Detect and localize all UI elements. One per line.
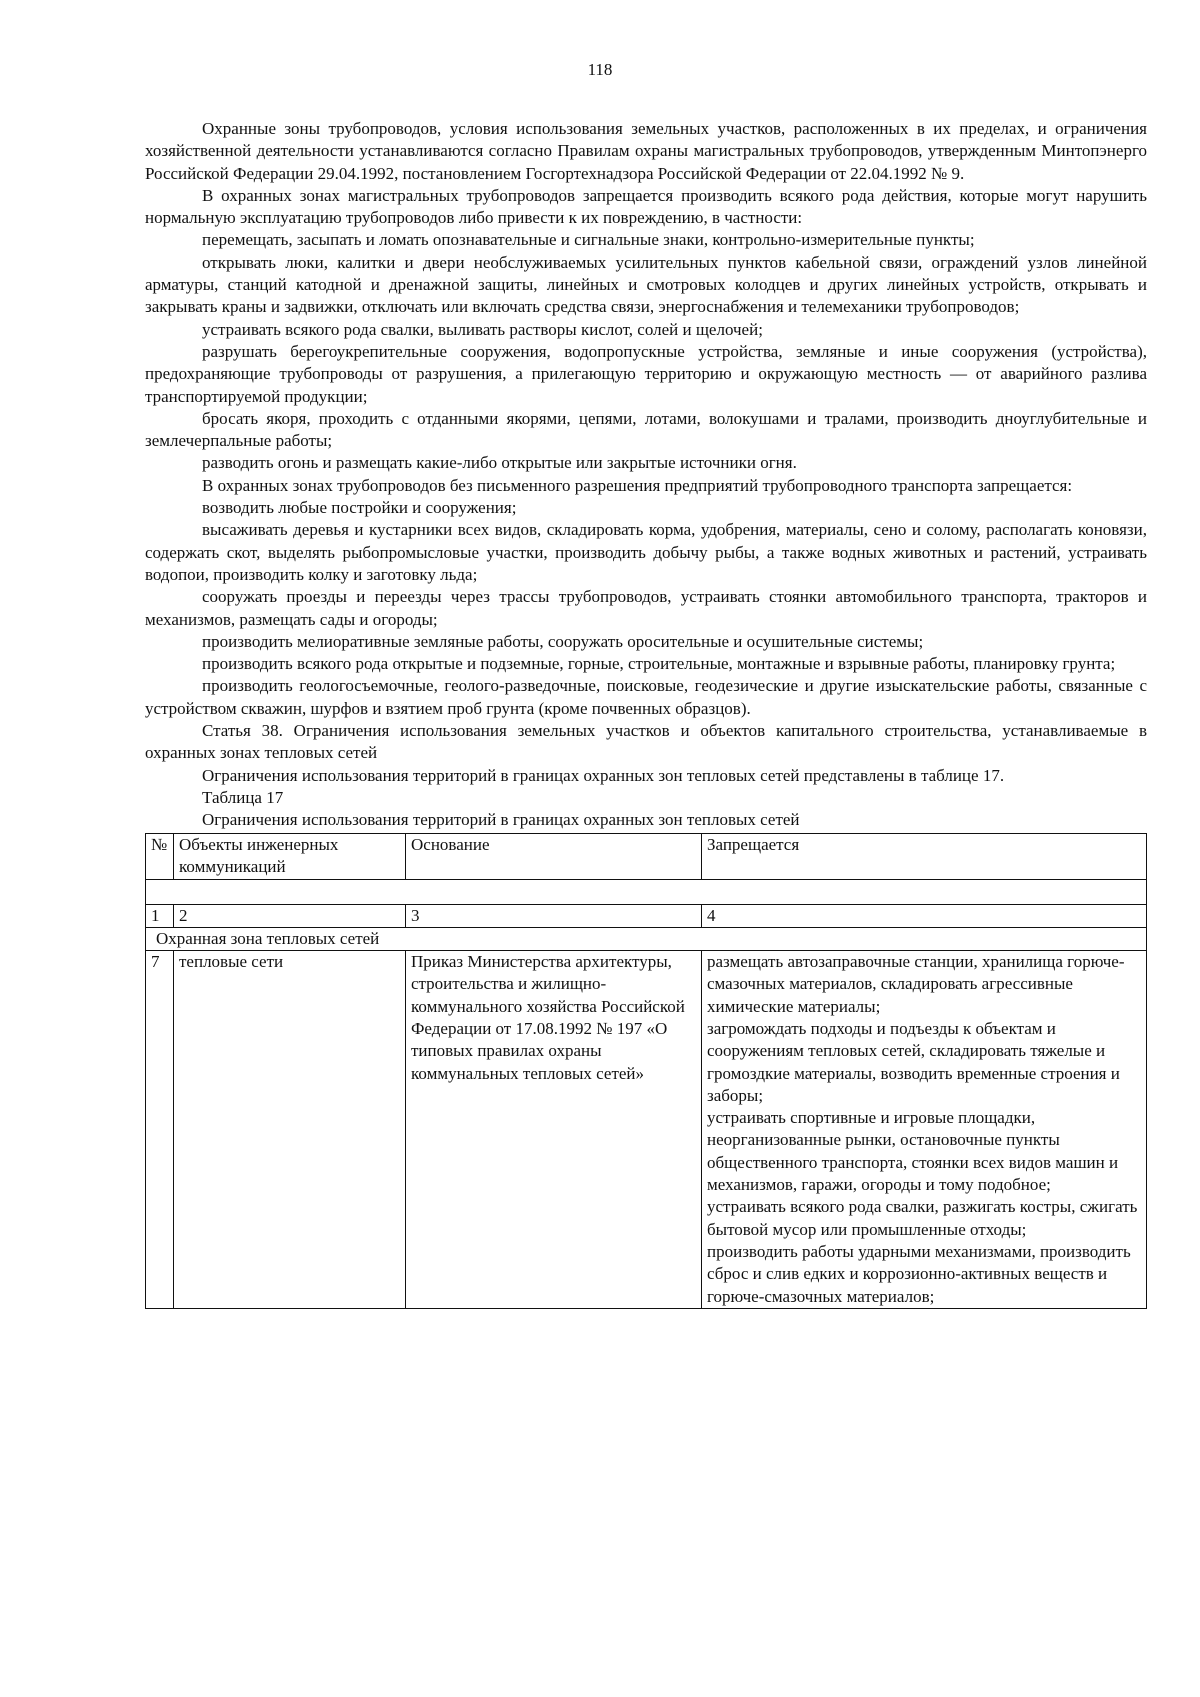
- paragraph: открывать люки, калитки и двери необслуживаемых усилительных пунктов кабельной связи, ограждений узлов линейной арматуры, станций катодной и дренажной защиты, линейных и смотровых колодцев и других линейных устройств, открывать и закрывать краны и задвижки, отключать или включать средства связи, энергоснабжения и телемеханики трубопроводов;: [145, 252, 1147, 317]
- table-row: [146, 951, 1147, 1309]
- paragraph: производить геологосъемочные, геолого-разведочные, поисковые, геодезические и другие изыскательские работы, связанные с устройством скважин, шурфов и взятием проб грунта (кроме почвенных образцов).: [145, 676, 1147, 718]
- paragraph: возводить любые постройки и сооружения;: [202, 498, 517, 518]
- paragraph: В охранных зонах магистральных трубопроводов запрещается производить всякого рода действия, которые могут нарушить нормальную эксплуатацию трубопроводов либо привести к их повреждению, в частности:: [145, 185, 1147, 228]
- article-heading: Статья 38. Ограничения использования земельных участков и объектов капитального строительства, устанавливаемые в охранных зонах тепловых сетей: [145, 721, 1147, 763]
- column-number: 1: [146, 904, 174, 927]
- page-number: 118: [587, 60, 613, 79]
- paragraph: устраивать всякого рода свалки, выливать растворы кислот, солей и щелочей;: [202, 319, 763, 339]
- section-row: [146, 927, 1147, 950]
- prohibited-item: загромождать подходы и подъезды к объектам и сооружениям тепловых сетей, складировать тяжелые и громоздкие материалы, возводить временные строения и заборы;: [707, 1018, 1120, 1105]
- prohibited-item: размещать автозаправочные станции, хранилища горюче-смазочных материалов, складировать агрессивные химические материалы;: [707, 952, 1125, 1016]
- section-title: Охранная зона тепловых сетей: [146, 927, 1147, 950]
- table-gap: [145, 880, 1147, 904]
- paragraph: высаживать деревья и кустарники всех видов, складировать корма, удобрения, материалы, сено и солому, располагать коновязи, содержать скот, выделять рыбопромысловые участки, производить добычу рыбы, а также водных животных и растений, устраивать водопои, производить колку и заготовку льда;: [145, 520, 1147, 584]
- header-number: №: [146, 833, 174, 879]
- column-number: 4: [702, 904, 1147, 927]
- table-title: Ограничения использования территорий в границах охранных зон тепловых сетей: [202, 810, 800, 830]
- paragraph: Охранные зоны трубопроводов, условия использования земельных участков, расположенных в их пределах, и ограничения хозяйственной деятельности устанавливаются согласно Правилам охраны магистральных трубопроводов, утвержденным Минтопэнерго Российской Федерации 29.04.1992, постановлением Госгортехнадзора Российской Федерации от 22.04.1992 № 9.: [145, 119, 1147, 183]
- header-prohibited: Запрещается: [702, 833, 1147, 879]
- column-number-row: [146, 904, 1147, 927]
- document-body: [145, 118, 1147, 1309]
- prohibited-item: производить работы ударными механизмами, производить сброс и слив едких и коррозионно-активных веществ и горюче-смазочных материалов;: [707, 1241, 1131, 1306]
- paragraph: производить всякого рода открытые и подземные, горные, строительные, монтажные и взрывные работы, планировку грунта;: [202, 654, 1116, 674]
- header-basis: Основание: [406, 833, 702, 879]
- paragraph: Ограничения использования территорий в границах охранных зон тепловых сетей представлены в таблице 17.: [202, 765, 1005, 785]
- paragraph: перемещать, засыпать и ломать опознавательные и сигнальные знаки, контрольно-измерительные пункты;: [202, 230, 975, 250]
- row-prohibited: [702, 951, 1147, 1309]
- prohibited-item: устраивать спортивные и игровые площадки, неорганизованные рынки, остановочные пункты общественного транспорта, стоянки всех видов машин и механизмов, гаражи, огороды и тому подобное;: [707, 1108, 1119, 1195]
- row-object: тепловые сети: [174, 951, 406, 1309]
- column-number: 3: [406, 904, 702, 927]
- paragraph: производить мелиоративные земляные работы, сооружать оросительные и осушительные системы;: [202, 631, 924, 651]
- paragraph: разрушать берегоукрепительные сооружения, водопропускные устройства, земляные и иные сооружения (устройства), предохраняющие трубопроводы от разрушения, а прилегающую территорию и окружающую местность — от аварийного разлива транспортируемой продукции;: [145, 341, 1147, 406]
- table-header: [145, 833, 1147, 880]
- paragraph: разводить огонь и размещать какие-либо открытые или закрытые источники огня.: [202, 453, 797, 473]
- row-number: 7: [146, 951, 174, 1309]
- column-number: 2: [174, 904, 406, 927]
- header-objects: Объекты инженерных коммуникаций: [174, 833, 406, 879]
- table-body: [145, 904, 1147, 1309]
- paragraph: сооружать проезды и переезды через трассы трубопроводов, устраивать стоянки автомобильного транспорта, тракторов и механизмов, размещать сады и огороды;: [145, 587, 1147, 629]
- prohibited-item: устраивать всякого рода свалки, разжигать костры, сжигать бытовой мусор или промышленные отходы;: [707, 1197, 1138, 1239]
- table-label: Таблица 17: [202, 787, 284, 807]
- row-basis: Приказ Министерства архитектуры, строительства и жилищно-коммунального хозяйства Российской Федерации от 17.08.1992 № 197 «О типовых правилах охраны коммунальных тепловых сетей»: [406, 951, 702, 1309]
- paragraph: бросать якоря, проходить с отданными якорями, цепями, лотами, волокушами и тралами, производить дноуглубительные и землечерпальные работы;: [145, 408, 1147, 451]
- paragraph: В охранных зонах трубопроводов без письменного разрешения предприятий трубопроводного транспорта запрещается:: [202, 475, 1073, 495]
